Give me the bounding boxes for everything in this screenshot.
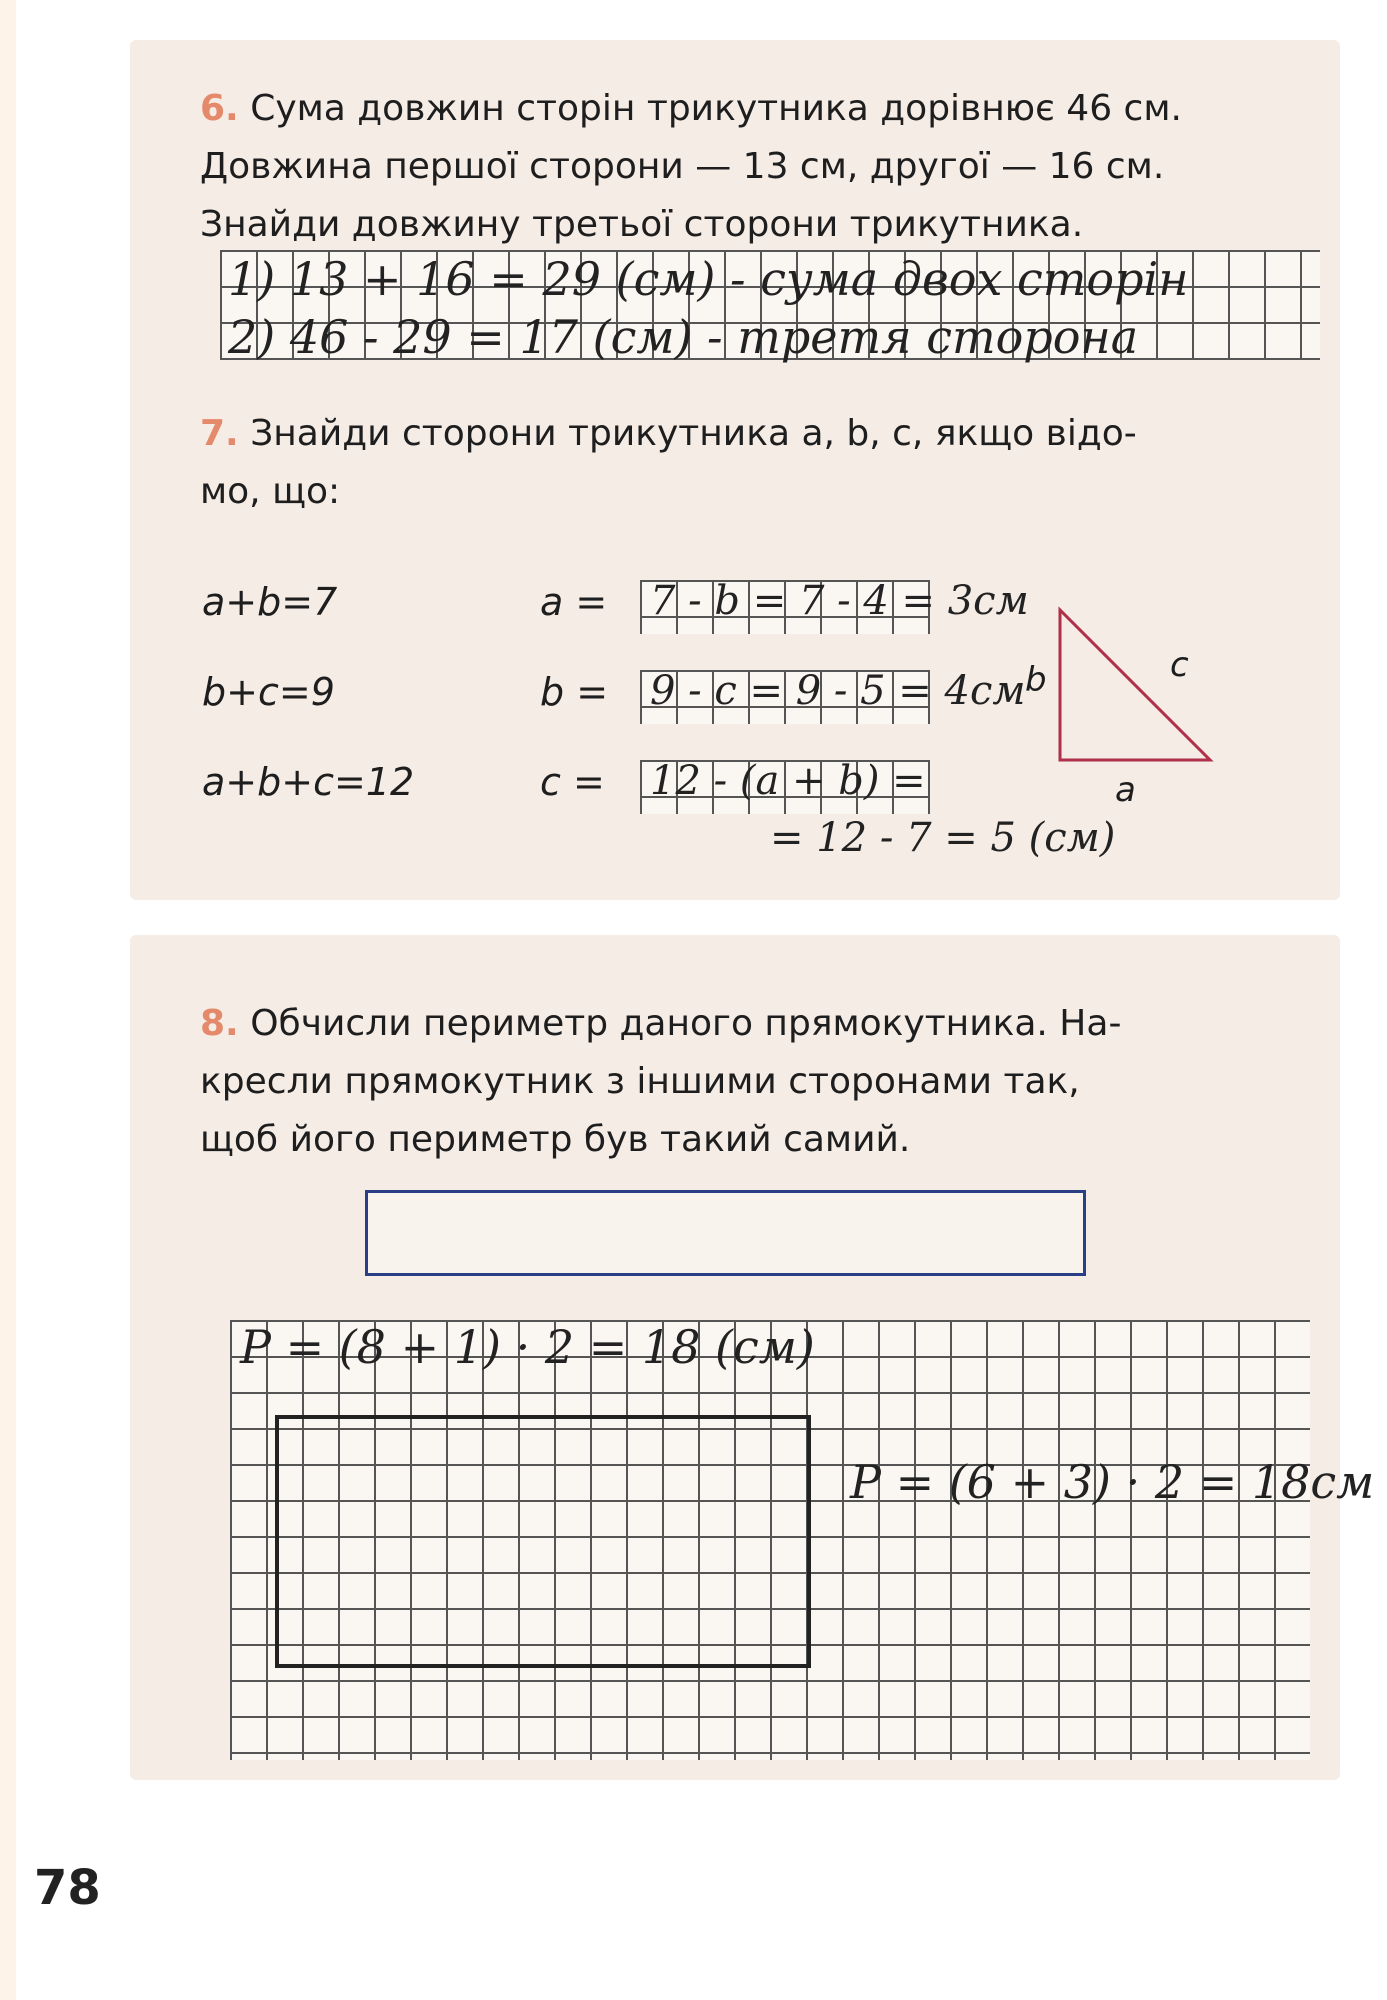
task-6-text xyxy=(200,80,1330,254)
task-8-text xyxy=(200,995,1330,1169)
task-8-line-3: щоб його периметр був такий самий. xyxy=(200,1119,911,1160)
task-7-line-2: мо, що: xyxy=(200,471,341,512)
answer-a: 7 - b = 7 - 4 = 3см xyxy=(650,578,1029,624)
answer-b: 9 - c = 9 - 5 = 4см xyxy=(650,668,1026,714)
answer-c-1: 12 - (a + b) = xyxy=(650,758,926,804)
page-edge xyxy=(0,0,16,2000)
task-6-line-3: Знайди довжину третьої сторони трикутника. xyxy=(200,204,1084,245)
task-7-text xyxy=(200,405,1330,521)
triangle-label-b: b xyxy=(1025,660,1047,700)
condition-2: b+c=9 xyxy=(202,670,335,714)
task-6-line-1: Сума довжин сторін трикутника дорівнює 46 см. xyxy=(250,88,1182,129)
task-6-line-2: Довжина першої сторони — 13 см, другої — 16 см. xyxy=(200,146,1165,187)
condition-3: a+b+c=12 xyxy=(202,760,415,804)
drawn-rectangle xyxy=(275,1415,811,1668)
given-rectangle xyxy=(365,1190,1086,1276)
task-7-number: 7. xyxy=(200,413,239,454)
task-6-answer-1: 1) 13 + 16 = 29 (см) - сума двох сторін xyxy=(228,252,1189,306)
triangle-shape xyxy=(1060,610,1210,760)
task-8-answer-2: P = (6 + 3) · 2 = 18см xyxy=(850,1455,1375,1509)
task-8-line-1: Обчисли периметр даного прямокутника. На- xyxy=(250,1003,1122,1044)
condition-1: a+b=7 xyxy=(202,580,338,624)
task-8-line-2: кресли прямокутник з іншими сторонами так, xyxy=(200,1061,1080,1102)
task-6-answer-2: 2) 46 - 29 = 17 (см) - третя сторона xyxy=(228,310,1139,364)
page-number: 78 xyxy=(34,1860,101,1916)
task-7-line-1: Знайди сторони трикутника a, b, c, якщо відо- xyxy=(250,413,1137,454)
task-8-panel xyxy=(130,935,1375,1780)
unknown-a: a = xyxy=(540,580,608,624)
task-8-number: 8. xyxy=(200,1003,239,1044)
tasks-6-7-panel xyxy=(130,40,1340,900)
triangle-label-a: a xyxy=(1115,770,1136,810)
unknown-b: b = xyxy=(540,670,609,714)
triangle-label-c: c xyxy=(1170,645,1189,685)
unknown-c: c = xyxy=(540,760,605,804)
answer-c-2: = 12 - 7 = 5 (см) xyxy=(770,815,1116,861)
task-6-number: 6. xyxy=(200,88,239,129)
task-8-answer-1: P = (8 + 1) · 2 = 18 (см) xyxy=(240,1320,815,1374)
